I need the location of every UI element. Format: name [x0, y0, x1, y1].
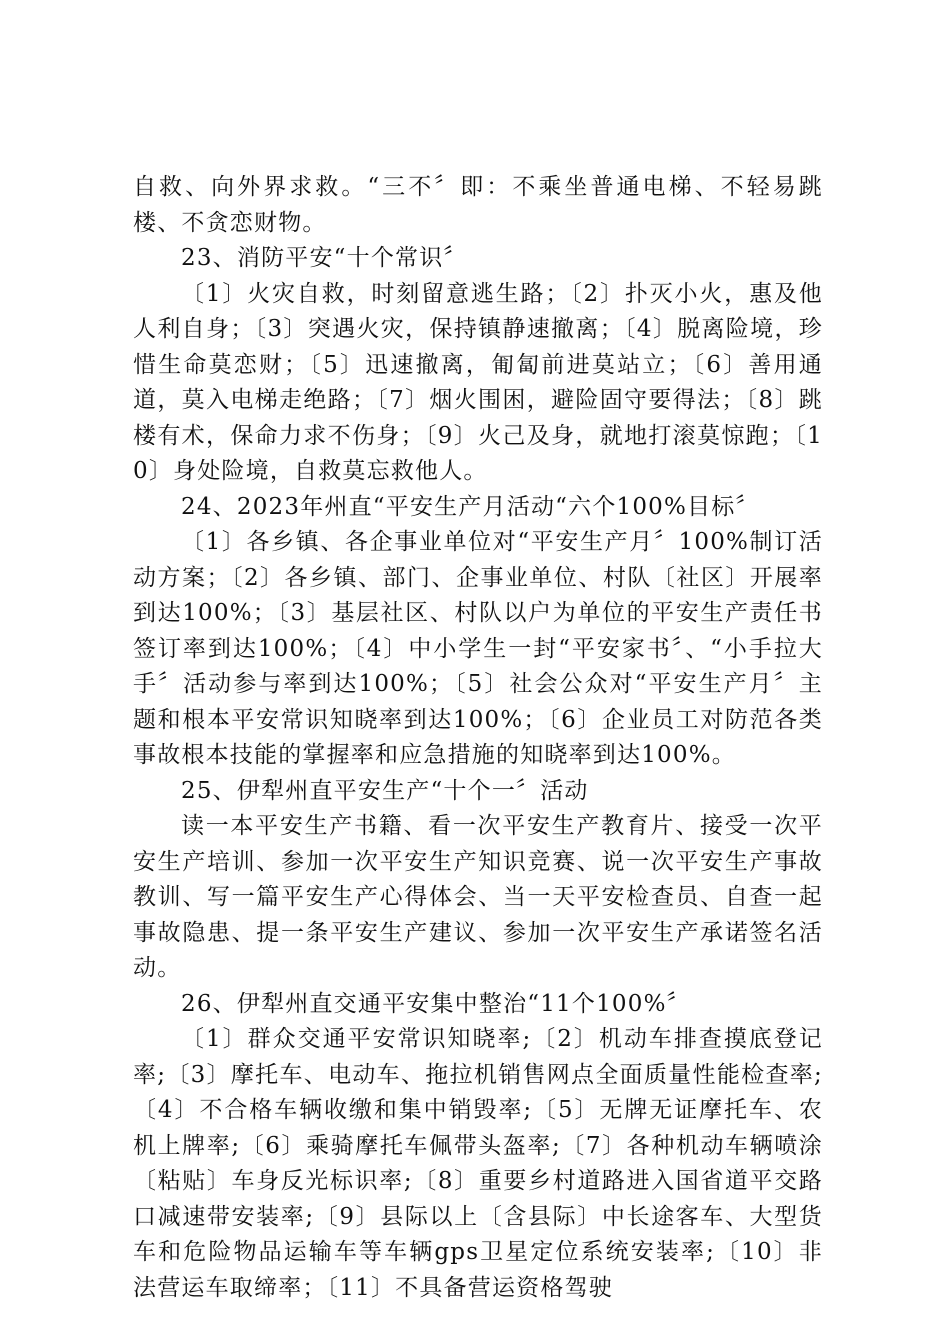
section-heading-23: 23、消防平安“十个常识〞 [181, 245, 468, 271]
paragraph-fire-safety-tips: 〔1〕火灾自救，时刻留意逃生路；〔2〕扑灭小火，惠及他人利自身；〔3〕突遇火灾，保持镇静速撤离；〔4〕脱离险境，珍惜生命莫恋财；〔5〕迅速撤离，匍匐前进莫站立；〔6〕善用通道，莫入电梯走绝路；〔7〕烟火围困，避险固守要得法；〔8〕跳楼有术，保命力求不伤身；〔9〕火己及身，就地打滚莫惊跑；〔10〕身处险境，自救莫忘救他人。 [133, 280, 823, 484]
section-heading-26: 26、伊犁州直交通平安集中整治“11个100%〞 [181, 990, 691, 1017]
paragraph-ten-ones-activity: 读一本平安生产书籍、看一次平安生产教育片、接受一次平安生产培训、参加一次平安生产知识竞赛、说一次平安生产事故教训、写一篇平安生产心得体会、当一天平安检查员、自查一起事故隐患、提一条平安生产建议、参加一次平安生产承诺签名活动。 [133, 813, 823, 981]
section-heading-24: 24、2023年州直“平安生产月活动“六个100%目标〞 [181, 493, 760, 520]
section-heading-25: 25、伊犁州直平安生产“十个一〞活动 [181, 777, 589, 804]
paragraph-traffic-safety-targets: 〔1〕群众交通平安常识知晓率;〔2〕机动车排查摸底登记率;〔3〕摩托车、电动车、拖拉机销售网点全面质量性能检查率;〔4〕不合格车辆收缴和集中销毁率;〔5〕无牌无证摩托车、农机上牌率;〔6〕乘骑摩托车佩带头盔率;〔7〕各种机动车辆喷涂〔粘贴〕车身反光标识率;〔8〕重要乡村道路进入国省道平交路口减速带安装率;〔9〕县际以上〔含县际〕中长途客车、大型货车和危险物品运输车等车辆gps卫星定位系统安装率;〔10〕非法营运车取缔率；〔11〕不具备营运资格驾驶 [133, 1026, 823, 1301]
paragraph-intro: 自救、向外界求救。“三不〞即：不乘坐普通电梯、不轻易跳楼、不贪恋财物。 [133, 174, 823, 236]
paragraph-safety-month-goals: 〔1〕各乡镇、各企事业单位对“平安生产月〞100%制订活动方案；〔2〕各乡镇、部门、企事业单位、村队〔社区〕开展率到达100%；〔3〕基层社区、村队以户为单位的平安生产责任书签订率到达100%；〔4〕中小学生一封“平安家书〞、“小手拉大手〞活动参与率到达100%；〔5〕社会公众对“平安生产月〞主题和根本平安常识知晓率到达100%；〔6〕企业员工对防范各类事故根本技能的掌握率和应急措施的知晓率到达100%。 [133, 529, 823, 768]
document-page [133, 170, 823, 1306]
